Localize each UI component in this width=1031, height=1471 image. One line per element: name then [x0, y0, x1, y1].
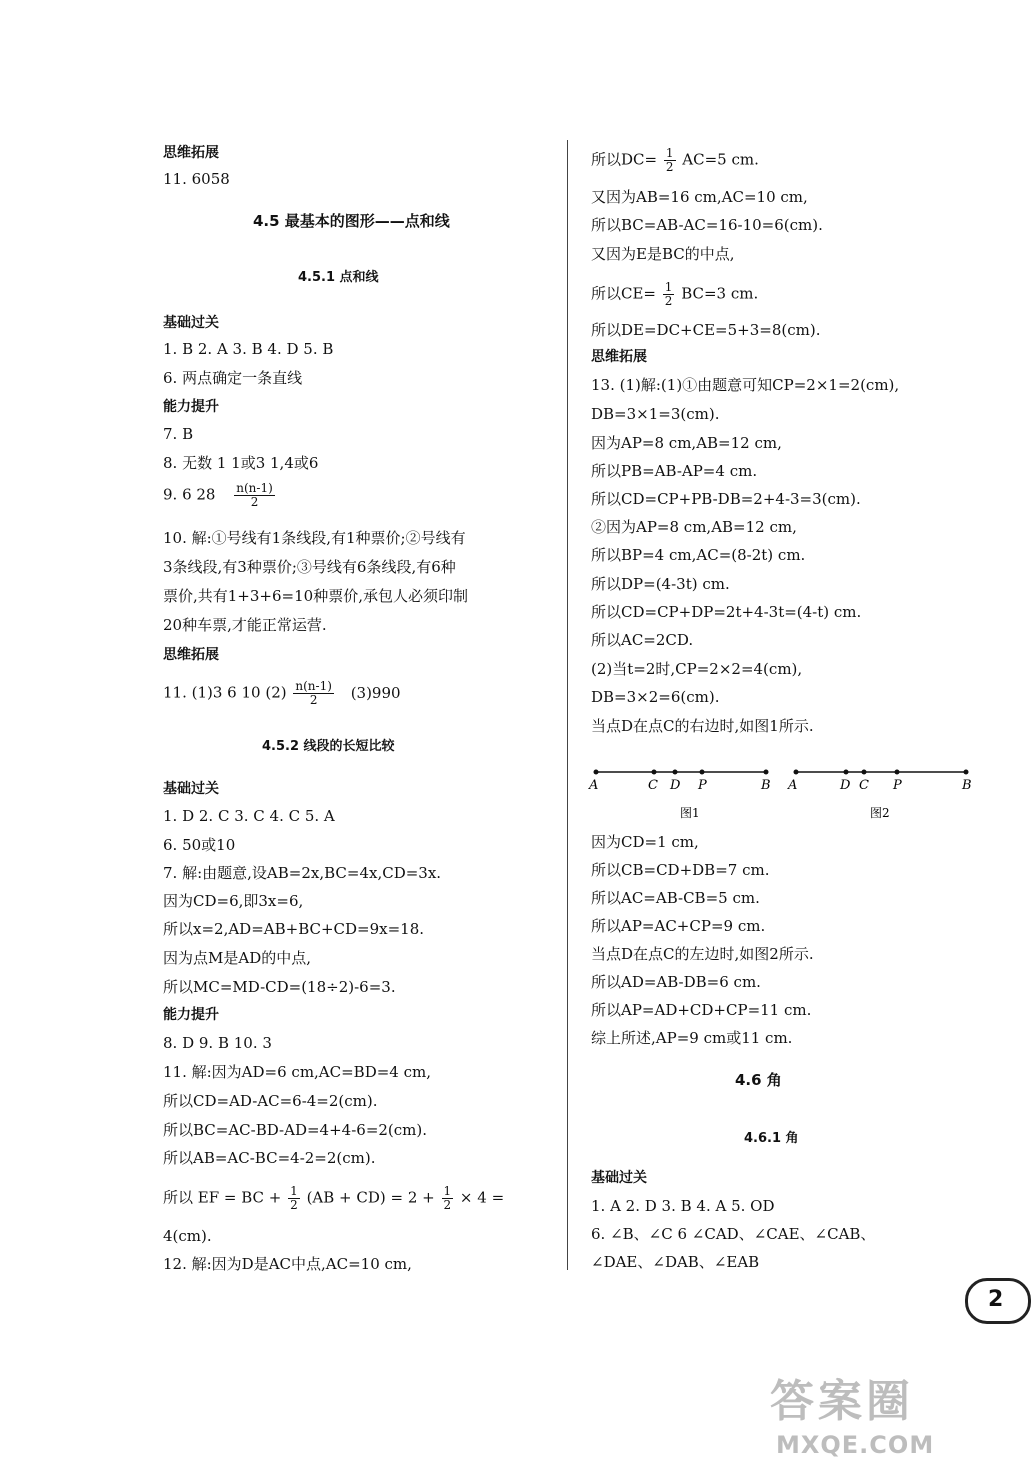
answer-line — [163, 1185, 504, 1212]
fig1-label-c: C — [648, 778, 658, 793]
fraction-half — [288, 1185, 300, 1212]
section-title-4-5: 4.5 最基本的图形——点和线 — [253, 212, 450, 230]
fraction-denominator: 2 — [290, 1198, 298, 1212]
watermark-text: 答案圈 — [770, 1376, 914, 1427]
answer-text: 所以CE= — [591, 284, 656, 303]
fig1-caption: 图1 — [680, 806, 700, 820]
heading-thinking: 思维拓展 — [591, 349, 647, 365]
answer-line: 所以DP=(4-3t) cm. — [591, 575, 730, 593]
answer-line: 11. 6058 — [163, 170, 230, 188]
answer-line: 综上所述,AP=9 cm或11 cm. — [591, 1029, 793, 1047]
fraction-denominator: 2 — [250, 495, 259, 509]
answer-line: 1. B 2. A 3. B 4. D 5. B — [163, 340, 334, 358]
answer-line: 当点D在点C的右边时,如图1所示. — [591, 717, 814, 735]
heading-basic: 基础过关 — [163, 781, 219, 797]
answer-line: 票价,共有1+3+6=10种票价,承包人必须印制 — [163, 587, 468, 605]
answer-line: (2)当t=2时,CP=2×2=4(cm), — [591, 660, 803, 678]
answer-line: 所以AP=AD+CD+CP=11 cm. — [591, 1001, 812, 1019]
answer-line: 所以CB=CD+DB=7 cm. — [591, 861, 770, 879]
answer-line: 20种车票,才能正常运营. — [163, 616, 327, 634]
answer-line: 所以BP=4 cm,AC=(8-2t) cm. — [591, 546, 806, 564]
fraction — [293, 680, 334, 707]
answer-line: 所以x=2,AD=AB+BC+CD=9x=18. — [163, 920, 425, 938]
answer-line: 6. ∠B、∠C 6 ∠CAD、∠CAE、∠CAB、 — [591, 1225, 876, 1243]
fig2-point-c — [862, 770, 867, 775]
watermark-url: MXQE.COM — [776, 1431, 935, 1459]
answer-line: 6. 两点确定一条直线 — [163, 369, 303, 387]
answer-line: ∠DAE、∠DAB、∠EAB — [591, 1253, 760, 1271]
page-number: 2 — [988, 1287, 1004, 1312]
fraction-numerator: 1 — [664, 280, 673, 294]
answer-line: 又因为AB=16 cm,AC=10 cm, — [591, 188, 808, 206]
fig2-point-a — [794, 770, 799, 775]
answer-line: 所以PB=AB-AP=4 cm. — [591, 462, 758, 480]
answer-line: 10. 解:①号线有1条线段,有1种票价;②号线有 — [163, 529, 466, 547]
subsection-title-4-5-2: 4.5.2 线段的长短比较 — [262, 739, 395, 754]
figure-2 — [787, 770, 972, 821]
answer-line: 当点D在点C的左边时,如图2所示. — [591, 945, 814, 963]
answer-text: × 4 = — [459, 1188, 505, 1207]
answer-text: 所以 EF = BC + — [163, 1188, 282, 1207]
answer-text: 11. (1)3 6 10 (2) — [163, 683, 287, 702]
answer-line: 所以MC=MD-CD=(18÷2)-6=3. — [163, 978, 396, 996]
fig1-label-p: P — [698, 778, 707, 793]
figure-1 — [588, 770, 771, 821]
answer-line: 所以CD=CP+DP=2t+4-3t=(4-t) cm. — [591, 603, 862, 621]
answer-text: BC=3 cm. — [681, 284, 759, 303]
answer-text: (3)990 — [350, 683, 401, 702]
figure-number-lines — [580, 760, 980, 822]
fraction-denominator: 2 — [309, 693, 318, 707]
fraction-half — [442, 1185, 454, 1212]
answer-line: 6. 50或10 — [163, 836, 236, 854]
answer-line: 因为AP=8 cm,AB=12 cm, — [591, 434, 782, 452]
fig2-point-b — [964, 770, 969, 775]
watermark-logo — [770, 1365, 934, 1459]
fraction-numerator: 1 — [443, 1184, 452, 1198]
fig1-point-c — [652, 770, 657, 775]
fig2-label-a: A — [788, 778, 798, 793]
answer-line: 因为CD=1 cm, — [591, 833, 699, 851]
fig2-label-p: P — [893, 778, 902, 793]
heading-basic: 基础过关 — [163, 315, 219, 331]
answer-line: 又因为E是BC的中点, — [591, 245, 735, 263]
answer-line — [591, 281, 758, 308]
fig2-caption: 图2 — [870, 806, 890, 820]
answer-line: 所以BC=AB-AC=16-10=6(cm). — [591, 216, 823, 234]
answer-line — [591, 147, 759, 174]
answer-line: 所以AD=AB-DB=6 cm. — [591, 973, 761, 991]
answer-line: 7. B — [163, 425, 194, 443]
answer-text: 所以DC= — [591, 150, 658, 169]
answer-line: 8. D 9. B 10. 3 — [163, 1034, 272, 1052]
fig1-point-p — [700, 770, 705, 775]
heading-thinking: 思维拓展 — [163, 647, 219, 663]
fig1-label-a: A — [589, 778, 599, 793]
fig2-label-b: B — [962, 778, 972, 793]
answer-line: 所以AC=AB-CB=5 cm. — [591, 889, 760, 907]
answer-text: AC=5 cm. — [682, 150, 759, 169]
section-title-4-6: 4.6 角 — [735, 1071, 782, 1089]
answer-line: 所以AP=AC+CP=9 cm. — [591, 917, 766, 935]
fig1-point-b — [764, 770, 769, 775]
fraction-denominator: 2 — [664, 294, 673, 308]
answer-line: 11. 解:因为AD=6 cm,AC=BD=4 cm, — [163, 1063, 432, 1081]
answer-line: 3条线段,有3种票价;③号线有6条线段,有6种 — [163, 558, 456, 576]
fig1-label-b: B — [761, 778, 771, 793]
answer-line: 所以AC=2CD. — [591, 631, 694, 649]
fig2-label-c: C — [859, 778, 869, 793]
answer-line: 8. 无数 1 1或3 1,4或6 — [163, 454, 319, 472]
fraction — [234, 482, 275, 509]
answer-line: 所以BC=AC-BD-AD=4+4-6=2(cm). — [163, 1121, 428, 1139]
fig2-label-d: D — [840, 778, 851, 793]
fig1-label-d: D — [670, 778, 681, 793]
fraction-denominator: 2 — [443, 1198, 452, 1212]
answer-line: 12. 解:因为D是AC中点,AC=10 cm, — [163, 1255, 412, 1273]
answer-line: DB=3×1=3(cm). — [591, 405, 720, 423]
fraction-half — [663, 281, 675, 308]
fraction-numerator: n(n-1) — [295, 679, 332, 693]
fig1-point-d — [673, 770, 678, 775]
subsection-title-4-5-1: 4.5.1 点和线 — [298, 270, 379, 285]
fig1-point-a — [594, 770, 599, 775]
answer-line: ②因为AP=8 cm,AB=12 cm, — [591, 518, 797, 536]
fig2-point-p — [895, 770, 900, 775]
answer-line: 1. D 2. C 3. C 4. C 5. A — [163, 807, 335, 825]
answer-line: 因为CD=6,即3x=6, — [163, 892, 304, 910]
heading-basic: 基础过关 — [591, 1170, 647, 1186]
answer-line: 7. 解:由题意,设AB=2x,BC=4x,CD=3x. — [163, 864, 442, 882]
fraction-numerator: n(n-1) — [236, 481, 273, 495]
heading-improve: 能力提升 — [163, 1007, 219, 1023]
answer-line: 因为点M是AD的中点, — [163, 949, 311, 967]
fraction-numerator: 1 — [665, 146, 674, 160]
fig2-point-d — [844, 770, 849, 775]
answer-text: (AB + CD) = 2 + — [306, 1188, 435, 1207]
subsection-title-4-6-1: 4.6.1 角 — [744, 1131, 799, 1146]
answer-line: 13. (1)解:(1)①由题意可知CP=2×1=2(cm), — [591, 376, 900, 394]
answer-line: 所以AB=AC-BC=4-2=2(cm). — [163, 1149, 376, 1167]
answer-line: 1. A 2. D 3. B 4. A 5. OD — [591, 1197, 775, 1215]
answer-line: 所以CD=AD-AC=6-4=2(cm). — [163, 1092, 378, 1110]
fraction-numerator: 1 — [290, 1184, 298, 1198]
answer-line — [163, 680, 401, 707]
answer-line: 所以CD=CP+PB-DB=2+4-3=3(cm). — [591, 490, 861, 508]
heading-improve: 能力提升 — [163, 399, 219, 415]
fraction-half — [664, 147, 676, 174]
answer-line: DB=3×2=6(cm). — [591, 688, 720, 706]
fraction-denominator: 2 — [665, 160, 674, 174]
page-number-badge — [965, 1278, 1031, 1324]
answer-text: 9. 6 28 — [163, 485, 216, 504]
column-divider — [567, 140, 568, 1270]
heading-thinking: 思维拓展 — [163, 145, 219, 161]
answer-line: 4(cm). — [163, 1227, 212, 1245]
answer-line — [163, 482, 277, 509]
answer-line: 所以DE=DC+CE=5+3=8(cm). — [591, 321, 821, 339]
